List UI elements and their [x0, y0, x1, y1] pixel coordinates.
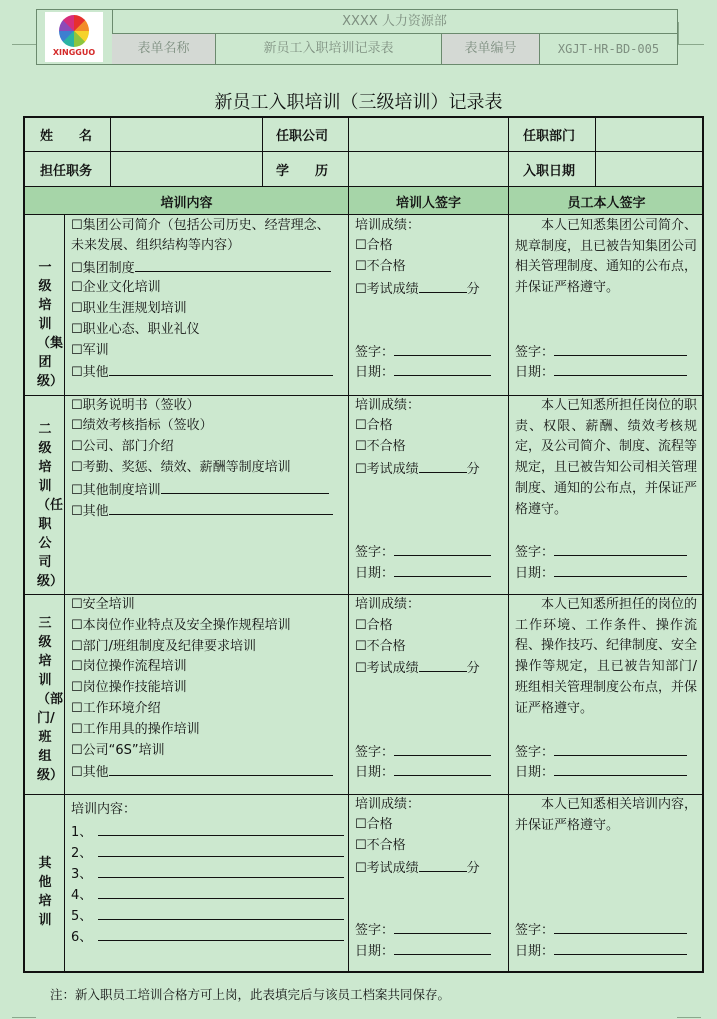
fill-in-line[interactable] [135, 257, 331, 272]
fill-in-line[interactable] [98, 842, 344, 857]
score-checkbox[interactable]: ☐考试成绩 分 [355, 657, 480, 679]
list-item[interactable]: ☐其他 [71, 500, 333, 522]
date-field[interactable] [394, 940, 491, 955]
list-item[interactable]: ☐公司、部门介绍 [71, 439, 174, 454]
section-label-level2: 二级培训（任职公司级） [37, 422, 64, 589]
result-label: 培训成绩： [355, 597, 421, 612]
score-field[interactable] [419, 278, 467, 293]
list-item[interactable]: ☐职务说明书（签收） [71, 398, 200, 413]
result-label: 培训成绩： [355, 398, 421, 413]
other-item-5[interactable]: 5、 [71, 905, 344, 927]
employee-sign[interactable]: 签字： [515, 919, 687, 941]
fill-in-line[interactable] [161, 479, 329, 494]
fail-checkbox[interactable]: ☐不合格 [355, 439, 406, 454]
list-item[interactable]: ☐岗位操作技能培训 [71, 680, 187, 695]
margin-mark [678, 22, 679, 44]
employee-sign[interactable]: 签字： [515, 541, 687, 563]
page-title: 新员工入职培训（三级培训）记录表 [214, 92, 503, 113]
margin-mark [677, 44, 704, 45]
section-label-other: 其他培训 [38, 856, 52, 928]
logo-wheel-icon [59, 15, 89, 47]
company-label: 任职公司 [276, 129, 329, 144]
result-label: 培训成绩： [355, 218, 421, 233]
date-field[interactable] [554, 361, 687, 376]
list-item[interactable]: ☐本岗位作业特点及安全操作规程培训 [71, 618, 291, 633]
other-content-label: 培训内容： [71, 802, 137, 817]
trainer-sign[interactable]: 签字： [355, 541, 491, 563]
education-field[interactable] [349, 152, 507, 186]
list-item[interactable]: ☐考勤、奖惩、绩效、薪酬等制度培训 [71, 460, 291, 475]
employee-sign[interactable]: 签字： [515, 341, 687, 363]
company-logo [45, 12, 103, 62]
entry-date-field[interactable] [596, 152, 703, 186]
other-item-2[interactable]: 2、 [71, 842, 344, 864]
list-item[interactable]: ☐部门/班组制度及纪律要求培训 [71, 639, 257, 654]
pass-checkbox[interactable]: ☐合格 [355, 238, 393, 253]
department-field[interactable] [596, 118, 703, 151]
date-field[interactable] [554, 761, 687, 776]
fail-checkbox[interactable]: ☐不合格 [355, 838, 406, 853]
employee-date[interactable]: 日期： [515, 761, 687, 783]
section-label-level3: 三级培训（部门/班组级） [37, 616, 64, 783]
employee-date[interactable]: 日期： [515, 940, 687, 962]
margin-mark [677, 1017, 701, 1018]
fill-in-line[interactable] [98, 884, 344, 899]
list-item[interactable]: ☐军训 [71, 343, 109, 358]
margin-mark [12, 1017, 36, 1018]
list-item[interactable]: ☐岗位操作流程培训 [71, 659, 187, 674]
column-header-trainer-sign: 培训人签字 [395, 196, 461, 211]
list-item[interactable]: ☐工作用具的操作培训 [71, 722, 200, 737]
score-field[interactable] [419, 657, 467, 672]
sign-field[interactable] [394, 741, 491, 756]
pledge-text: 本人已知悉集团公司简介、规章制度，且已被告知集团公司相关管理制度、通知的公布点，并保证严格遵守。 [515, 218, 698, 296]
list-item: 未来发展、组织结构等内容） [71, 238, 241, 253]
logo-cell [37, 10, 113, 64]
entry-date-label: 入职日期 [523, 163, 576, 179]
fill-in-line[interactable] [109, 761, 333, 776]
list-item[interactable]: ☐集团公司简介（包括公司历史、经营理念、 [71, 218, 330, 233]
form-name-value: 新员工入职培训记录表 [216, 34, 442, 64]
fail-checkbox[interactable]: ☐不合格 [355, 639, 406, 654]
footnote: 注：新入职员工培训合格方可上岗，此表填完后与该员工档案共同保存。 [50, 987, 451, 1002]
name-label: 姓 名 [40, 129, 93, 144]
score-field[interactable] [419, 857, 467, 872]
list-item[interactable]: ☐职业生涯规划培训 [71, 301, 187, 316]
list-item[interactable]: ☐集团制度 [71, 257, 331, 279]
list-item[interactable]: ☐企业文化培训 [71, 280, 161, 295]
form-no-label: 表单编号 [442, 34, 540, 64]
sign-field[interactable] [394, 919, 491, 934]
other-item-4[interactable]: 4、 [71, 884, 344, 906]
logo-text: XINGGUO [52, 48, 96, 57]
list-item[interactable]: ☐安全培训 [71, 597, 135, 612]
trainer-date[interactable]: 日期： [355, 761, 491, 783]
score-checkbox[interactable]: ☐考试成绩 分 [355, 458, 480, 480]
employee-date[interactable]: 日期： [515, 361, 687, 383]
form-name-label: 表单名称 [112, 34, 216, 64]
trainer-sign[interactable]: 签字： [355, 919, 491, 941]
trainer-date[interactable]: 日期： [355, 361, 491, 383]
sign-field[interactable] [554, 741, 687, 756]
sign-field[interactable] [554, 541, 687, 556]
date-field[interactable] [394, 361, 491, 376]
employee-sign[interactable]: 签字： [515, 741, 687, 763]
list-item[interactable]: ☐其他 [71, 761, 333, 783]
column-header-employee-sign: 员工本人签字 [567, 196, 646, 211]
company-field[interactable] [349, 118, 507, 151]
pledge-text: 本人已知悉所担任的岗位的工作环境、工作条件、操作流程、操作技巧、纪律制度、安全操作等规定，且已被告知部门/班组相关管理制度公布点，并保证严格遵守。 [515, 597, 698, 716]
fill-in-line[interactable] [98, 863, 344, 878]
fill-in-line[interactable] [98, 821, 344, 836]
list-item[interactable]: ☐绩效考核指标（签收） [71, 418, 213, 433]
date-field[interactable] [394, 562, 491, 577]
margin-mark [12, 44, 36, 45]
position-field[interactable] [111, 152, 261, 186]
sign-field[interactable] [554, 341, 687, 356]
pass-checkbox[interactable]: ☐合格 [355, 618, 393, 633]
pass-checkbox[interactable]: ☐合格 [355, 418, 393, 433]
list-item[interactable]: ☐其他 [71, 361, 333, 383]
education-label: 学 历 [276, 163, 329, 179]
employee-date[interactable]: 日期： [515, 562, 687, 584]
trainer-date[interactable]: 日期： [355, 562, 491, 584]
list-item[interactable]: ☐公司“6S”培训 [71, 743, 165, 758]
fill-in-line[interactable] [98, 905, 344, 920]
pledge-text: 本人已知悉所担任岗位的职责、权限、薪酬、绩效考核规定，及公司简介、制度、流程等规定，且已被告知公司相关管理制度、通知的公布点，并保证严格遵守。 [515, 398, 698, 517]
position-label: 担任职务 [40, 163, 93, 179]
sign-field[interactable] [394, 341, 491, 356]
list-item[interactable]: ☐其他制度培训 [71, 479, 329, 501]
pledge-text: 本人已知悉相关培训内容，并保证严格遵守。 [515, 797, 698, 833]
score-checkbox[interactable]: ☐考试成绩 分 [355, 278, 480, 300]
fail-checkbox[interactable]: ☐不合格 [355, 259, 406, 274]
pass-checkbox[interactable]: ☐合格 [355, 817, 393, 832]
sign-field[interactable] [554, 919, 687, 934]
fill-in-line[interactable] [109, 500, 333, 515]
score-checkbox[interactable]: ☐考试成绩 分 [355, 857, 480, 879]
date-field[interactable] [554, 940, 687, 955]
date-field[interactable] [394, 761, 491, 776]
department-name: XXXX 人力资源部 [112, 10, 677, 34]
section-label-level1: 一级培训（集团级） [37, 260, 64, 389]
score-field[interactable] [419, 458, 467, 473]
trainer-sign[interactable]: 签字： [355, 341, 491, 363]
trainer-sign[interactable]: 签字： [355, 741, 491, 763]
other-item-3[interactable]: 3、 [71, 863, 344, 885]
list-item[interactable]: ☐职业心态、职业礼仪 [71, 322, 200, 337]
letterhead [36, 9, 678, 65]
fill-in-line[interactable] [109, 361, 333, 376]
fill-in-line[interactable] [98, 926, 344, 941]
other-item-1[interactable]: 1、 [71, 821, 344, 843]
result-label: 培训成绩： [355, 797, 421, 812]
name-field[interactable] [111, 118, 261, 151]
list-item[interactable]: ☐工作环境介绍 [71, 701, 161, 716]
form-no-value: XGJT-HR-BD-005 [557, 42, 660, 56]
sign-field[interactable] [394, 541, 491, 556]
trainer-date[interactable]: 日期： [355, 940, 491, 962]
date-field[interactable] [554, 562, 687, 577]
other-item-6[interactable]: 6、 [71, 926, 344, 948]
column-header-content: 培训内容 [160, 196, 213, 211]
department-label: 任职部门 [523, 129, 576, 144]
